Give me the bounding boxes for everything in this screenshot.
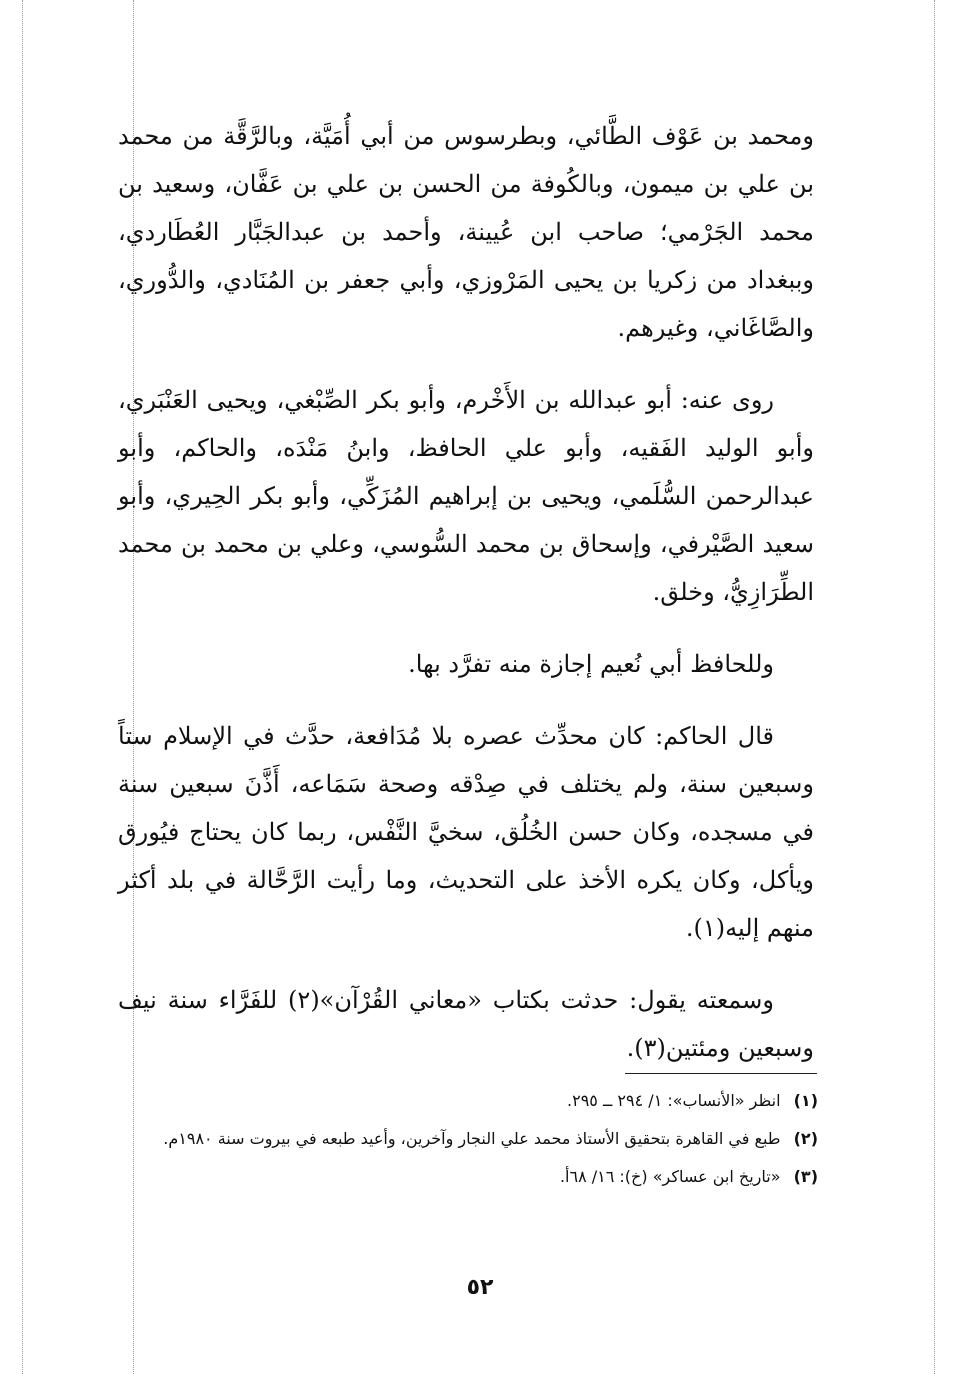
footnote-number: (١)	[793, 1091, 818, 1110]
footnote-text: «تاريخ ابن عساكر» (خ): ١٦/ ٦٨أ.	[559, 1167, 781, 1186]
footnote-number: (٢)	[793, 1129, 818, 1148]
paragraph-farra-book: وسمعته يقول: حدثت بكتاب «معاني القُرْآن»(٢) للفَرَّاء سنة نيف وسبعين ومئتين(٣).	[118, 986, 814, 1062]
footnote-text: طبع في القاهرة بتحقيق الأستاذ محمد علي النجار وآخرين، وأعيد طبعه في بيروت سنة ١٩٨٠م.	[163, 1129, 781, 1148]
footnote-text: انظر «الأنساب»: ١/ ٢٩٤ ــ ٢٩٥.	[567, 1091, 781, 1110]
footnote-number: (٣)	[793, 1167, 818, 1186]
scan-margin-line-right	[934, 0, 935, 1374]
paragraph-students: روى عنه: أبو عبدالله بن الأَخْرم، وأبو بكر الصِّبْغي، ويحيى العَنْبَري، وأبو الوليد الفَقيه، وأبو علي الحافظ، وابنُ مَنْدَه، والحاكم، وأبو عبدالرحمن السُّلَمي، ويحيى بن إبراهيم المُزَكِّي، وأبو بكر الحِيري، وأبو سعيد الصَّيْرفي، وإسحاق بن محمد السُّوسي، وعلي بن محمد بن محمد الطِّرَازِيُّ، وخلق.	[118, 386, 814, 606]
paragraph-ijaza: وللحافظ أبي نُعيم إجازة منه تفرَّد بها.	[408, 650, 774, 678]
page-number: ٥٢	[466, 1275, 494, 1300]
footnote-separator	[625, 1073, 817, 1074]
footnote-3	[118, 1162, 818, 1192]
scan-margin-line-left	[22, 0, 23, 1374]
footnotes	[118, 1086, 818, 1200]
paragraph-hakim-quote: قال الحاكم: كان محدِّث عصره بلا مُدَافعة، حدَّث في الإسلام ستاً وسبعين سنة، ولم يختلف في صِدْقه وصحة سَمَاعه، أَذَّنَ سبعين سنة في مسجده، وكان حسن الخُلُق، سخيَّ النَّفْس، ربما كان يحتاج فيُورق ويأكل، وكان يكره الأخذ على التحديث، وما رأيت الرَّحَّالة في بلد أكثر منهم إليه(١).	[118, 722, 814, 942]
paragraph-teachers: ومحمد بن عَوْف الطَّائي، وبطرسوس من أبي أُمَيَّة، وبالرَّقَّة من محمد بن علي بن ميمون، وبالكُوفة من الحسن بن علي بن عَفَّان، وسعيد بن محمد الجَرْمي؛ صاحب ابن عُيينة، وأحمد بن عبدالجَبَّار العُطَاردي، وببغداد من زكريا بن يحيى المَرْوزي، وأبي جعفر بن المُنَادي، والدُّوري، والصَّاغَاني، وغيرهم.	[118, 122, 815, 342]
footnote-2	[118, 1124, 818, 1154]
main-text	[118, 112, 814, 1096]
footnote-1	[118, 1086, 818, 1116]
